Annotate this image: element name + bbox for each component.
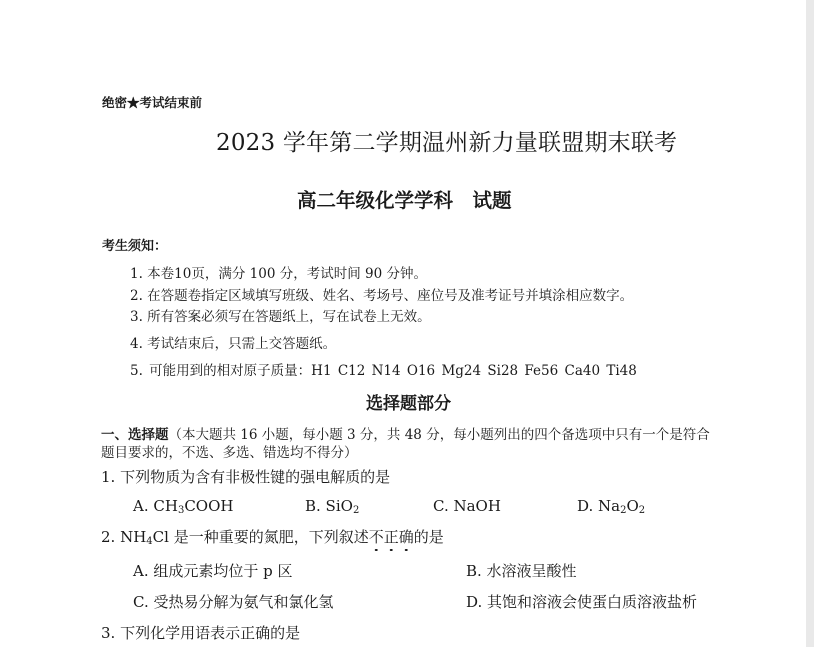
q1-option-a: A. $CH_3COOH$ [133, 497, 234, 516]
emphasis-not-correct: 不正确 [368, 528, 414, 546]
exam-subtitle: 高二年级化学学科 试题 [297, 189, 512, 212]
scrollbar[interactable] [806, 0, 814, 647]
q2-option-c: C. 受热易分解为氨气和氯化氢 [133, 593, 334, 611]
notice-item: 2. 在答题卷指定区域填写班级、姓名、考场号、座位号及准考证号并填涂相应数字。 [130, 288, 634, 304]
q2-option-b: B. 水溶液呈酸性 [466, 562, 577, 580]
q1-option-b: B. SiO$_2$ [305, 497, 360, 516]
part-intro-text: （本大题共 16 小题，每小题 3 分，共 48 分，每小题列出的四个备选项中只有一个是符合 [168, 427, 710, 443]
section-title: 选择题部分 [366, 394, 451, 414]
notice-item: 1. 本卷10页，满分 100 分，考试时间 90 分钟。 [130, 266, 427, 282]
exam-title: 2023 学年第二学期温州新力量联盟期末联考 [216, 130, 678, 156]
notice-heading: 考生须知： [102, 239, 168, 254]
q1-option-d: D. $Na_2O_2$ [577, 497, 646, 516]
notice-item: 4. 考试结束后，只需上交答题纸。 [130, 336, 337, 352]
question-2-stem: 2. $NH_4Cl$ 是一种重要的氮肥，下列叙述不正确的是 [101, 528, 444, 547]
part-intro-cont: 题目要求的，不选、多选、错选均不得分） [101, 445, 358, 461]
part-intro [101, 423, 710, 443]
notice-item: 3. 所有答案必须写在答题纸上，写在试卷上无效。 [130, 309, 431, 325]
notice-item: 5. 可能用到的相对原子质量：H1 C12 N14 O16 Mg24 Si28 Fe56 Ca40 Ti48 [130, 363, 637, 379]
question-1-stem: 1. 下列物质为含有非极性键的强电解质的是 [101, 468, 391, 486]
question-3-stem: 3. 下列化学用语表示正确的是 [101, 624, 301, 642]
secret-mark: 绝密★考试结束前 [102, 95, 203, 110]
q1-option-c: C. NaOH [433, 497, 501, 515]
q2-option-d: D. 其饱和溶液会使蛋白质溶液盐析 [466, 593, 698, 611]
q2-option-a: A. 组成元素均位于 p 区 [133, 562, 293, 580]
part-label: 一、选择题 [101, 427, 169, 443]
